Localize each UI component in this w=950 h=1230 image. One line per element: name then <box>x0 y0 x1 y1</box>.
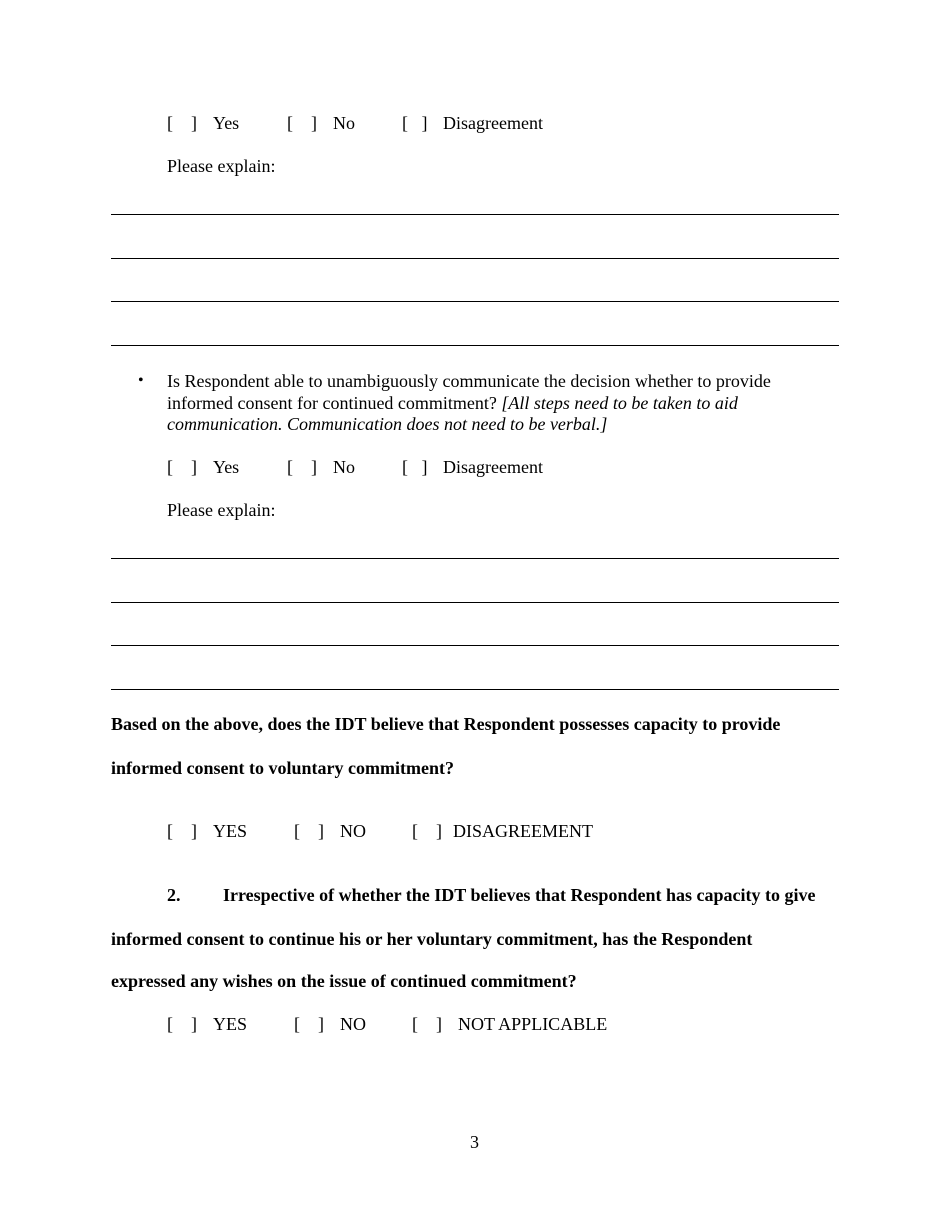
explain-line-1a[interactable] <box>111 214 839 215</box>
option-label-yes-2: Yes <box>213 457 240 477</box>
checkbox-yes-1[interactable]: [ ] <box>167 113 197 133</box>
checkbox-not-applicable-4[interactable]: [ ] <box>412 1014 442 1034</box>
checkbox-no-3[interactable]: [ ] <box>294 821 324 841</box>
option-label-no-1: No <box>333 113 355 133</box>
checkbox-no-1[interactable]: [ ] <box>287 113 317 133</box>
option-label-yes-1: Yes <box>213 113 240 133</box>
question-text-line2-normal: informed consent for continued commitment? <box>167 393 502 413</box>
option-label-yes-3: YES <box>213 821 248 841</box>
item2-number: 2. <box>167 885 181 905</box>
explain-label-2: Please explain: <box>167 500 276 520</box>
option-label-no-4: NO <box>340 1014 366 1034</box>
option-label-yes-4: YES <box>213 1014 248 1034</box>
question-text-line1: Is Respondent able to unambiguously communicate the decision whether to provide <box>167 371 771 391</box>
checkbox-yes-2[interactable]: [ ] <box>167 457 197 477</box>
checkbox-no-2[interactable]: [ ] <box>287 457 317 477</box>
option-label-disagreement-1: Disagreement <box>443 113 543 133</box>
checkbox-disagreement-3[interactable]: [ ] <box>412 821 442 841</box>
explain-line-2b[interactable] <box>111 602 839 603</box>
option-label-disagreement-2: Disagreement <box>443 457 543 477</box>
checkbox-disagreement-1[interactable]: [ ] <box>402 113 428 133</box>
question-note-line1: [All steps need to be taken to aid <box>501 393 738 413</box>
bullet-marker: • <box>138 372 144 389</box>
page-number: 3 <box>470 1132 479 1152</box>
item2-line3: expressed any wishes on the issue of continued commitment? <box>111 971 577 991</box>
explain-line-2a[interactable] <box>111 558 839 559</box>
explain-label-1: Please explain: <box>167 156 276 176</box>
question-text-line2 <box>167 392 738 414</box>
explain-line-1b[interactable] <box>111 258 839 259</box>
checkbox-yes-4[interactable]: [ ] <box>167 1014 197 1034</box>
checkbox-disagreement-2[interactable]: [ ] <box>402 457 428 477</box>
option-label-no-2: No <box>333 457 355 477</box>
item2-line1: Irrespective of whether the IDT believes that Respondent has capacity to give <box>223 885 816 905</box>
option-label-no-3: NO <box>340 821 366 841</box>
explain-line-1c[interactable] <box>111 301 839 302</box>
capacity-question-line2: informed consent to voluntary commitment? <box>111 758 454 778</box>
explain-line-1d[interactable] <box>111 345 839 346</box>
checkbox-no-4[interactable]: [ ] <box>294 1014 324 1034</box>
capacity-question-line1: Based on the above, does the IDT believe that Respondent possesses capacity to provide <box>111 714 781 734</box>
question-note-line2: communication. Communication does not need to be verbal.] <box>167 414 608 434</box>
option-label-not-applicable-4: NOT APPLICABLE <box>458 1014 608 1034</box>
option-label-disagreement-3: DISAGREEMENT <box>453 821 593 841</box>
explain-line-2d[interactable] <box>111 689 839 690</box>
explain-line-2c[interactable] <box>111 645 839 646</box>
checkbox-yes-3[interactable]: [ ] <box>167 821 197 841</box>
item2-line2: informed consent to continue his or her voluntary commitment, has the Respondent <box>111 929 753 949</box>
